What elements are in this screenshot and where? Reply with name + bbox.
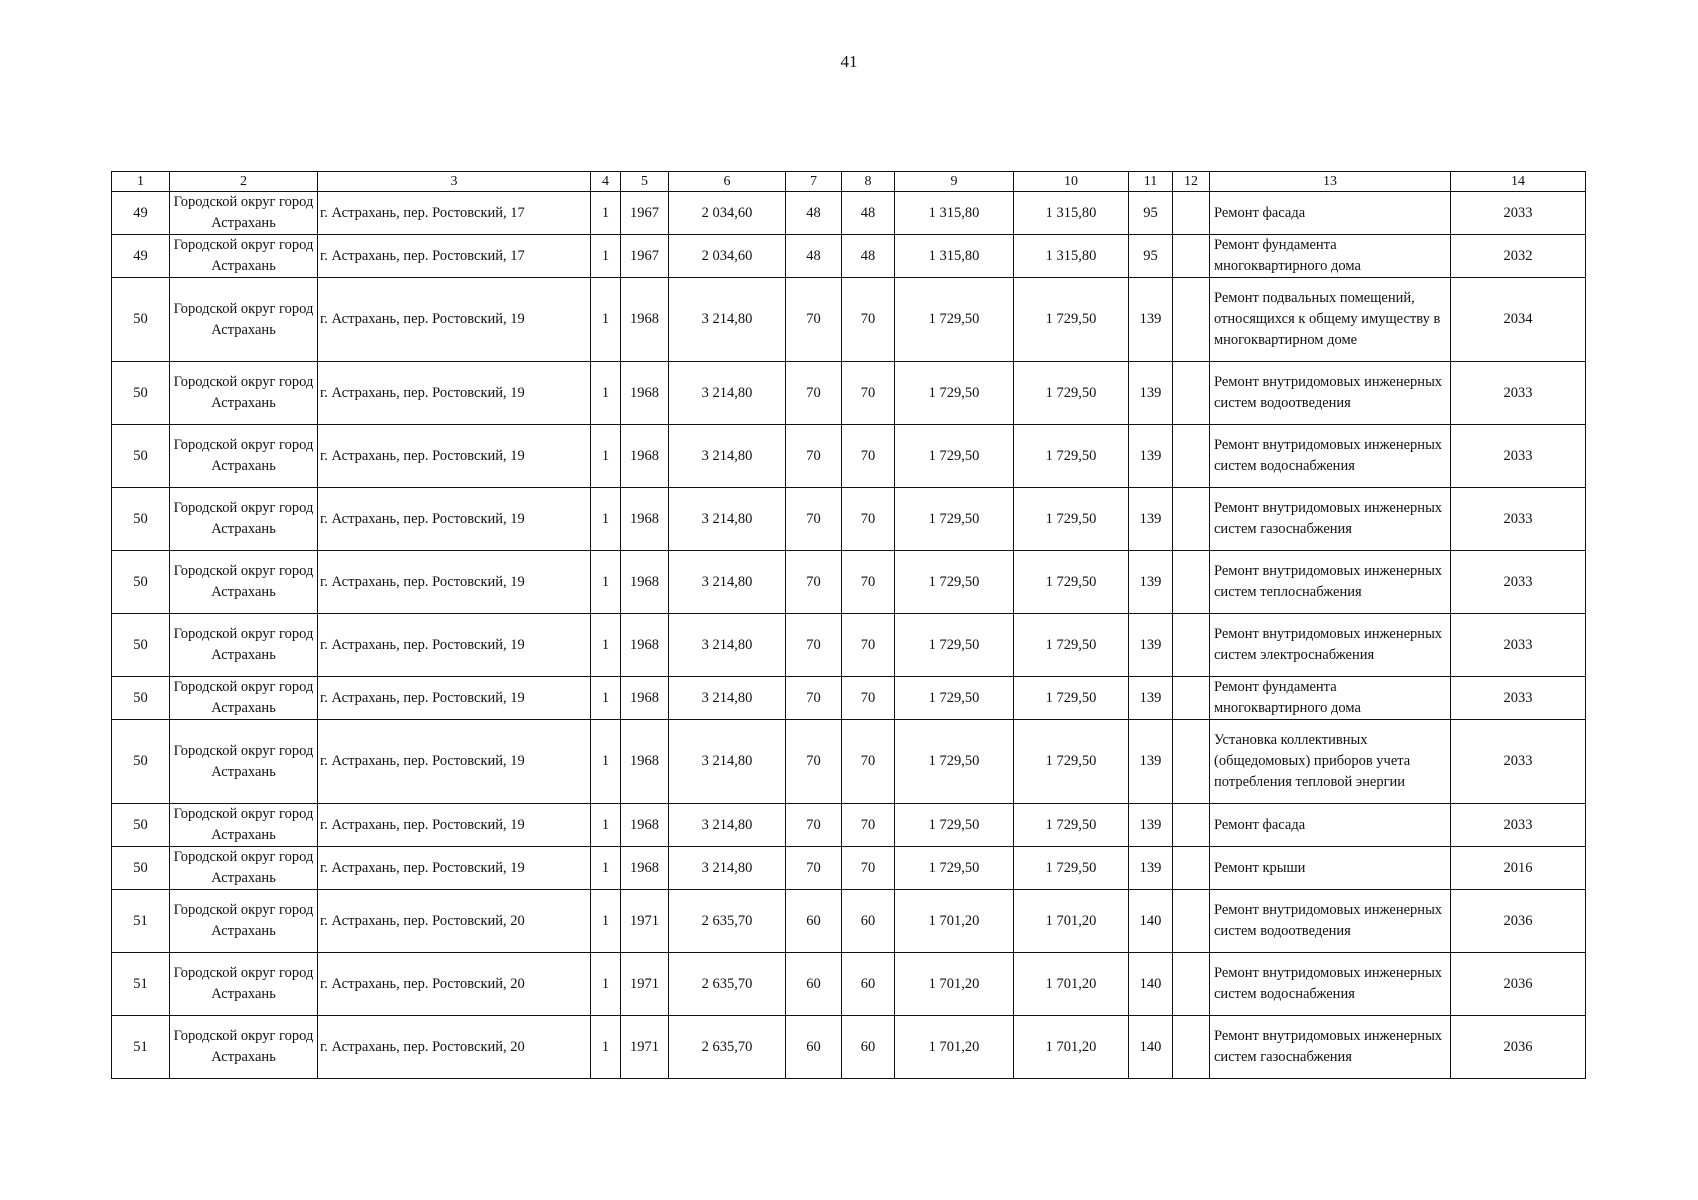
commissioning-year-cell: 1968	[621, 362, 669, 425]
row-number-cell: 50	[112, 488, 170, 551]
repair-work-type-cell: Ремонт фундамента многоквартирного дома	[1210, 677, 1451, 720]
column-10-cell: 1 315,80	[1014, 192, 1129, 235]
column-7-cell: 70	[786, 425, 842, 488]
column-header: 12	[1173, 172, 1210, 192]
table-row	[112, 677, 1586, 720]
column-header: 5	[621, 172, 669, 192]
column-12-cell	[1173, 425, 1210, 488]
table-row	[112, 614, 1586, 677]
column-8-cell: 70	[842, 551, 895, 614]
column-7-cell: 70	[786, 551, 842, 614]
repair-schedule-table-container	[111, 171, 1585, 1079]
column-10-cell: 1 729,50	[1014, 362, 1129, 425]
column-12-cell	[1173, 235, 1210, 278]
row-number-cell: 49	[112, 235, 170, 278]
municipality-cell: Городской округ город Астрахань	[170, 278, 318, 362]
commissioning-year-cell: 1968	[621, 425, 669, 488]
column-10-cell: 1 701,20	[1014, 1016, 1129, 1079]
column-12-cell	[1173, 551, 1210, 614]
column-6-cell: 2 635,70	[669, 953, 786, 1016]
column-12-cell	[1173, 1016, 1210, 1079]
column-10-cell: 1 729,50	[1014, 847, 1129, 890]
column-header: 1	[112, 172, 170, 192]
commissioning-year-cell: 1968	[621, 278, 669, 362]
address-cell: г. Астрахань, пер. Ростовский, 17	[318, 235, 591, 278]
address-cell: г. Астрахань, пер. Ростовский, 19	[318, 677, 591, 720]
column-header: 7	[786, 172, 842, 192]
municipality-cell: Городской округ город Астрахань	[170, 488, 318, 551]
column-9-cell: 1 315,80	[895, 192, 1014, 235]
column-4-cell: 1	[591, 847, 621, 890]
column-7-cell: 70	[786, 614, 842, 677]
column-4-cell: 1	[591, 677, 621, 720]
planned-year-cell: 2034	[1451, 278, 1586, 362]
column-10-cell: 1 729,50	[1014, 425, 1129, 488]
column-4-cell: 1	[591, 425, 621, 488]
repair-work-type-cell: Установка коллективных (общедомовых) приборов учета потребления тепловой энергии	[1210, 720, 1451, 804]
commissioning-year-cell: 1968	[621, 847, 669, 890]
column-8-cell: 70	[842, 425, 895, 488]
column-9-cell: 1 701,20	[895, 953, 1014, 1016]
row-number-cell: 50	[112, 425, 170, 488]
column-11-cell: 139	[1129, 278, 1173, 362]
column-11-cell: 139	[1129, 847, 1173, 890]
column-7-cell: 70	[786, 488, 842, 551]
column-4-cell: 1	[591, 953, 621, 1016]
row-number-cell: 50	[112, 677, 170, 720]
commissioning-year-cell: 1967	[621, 235, 669, 278]
page-number: 41	[840, 52, 858, 71]
column-9-cell: 1 729,50	[895, 488, 1014, 551]
municipality-cell: Городской округ город Астрахань	[170, 890, 318, 953]
repair-work-type-cell: Ремонт подвальных помещений, относящихся к общему имуществу в многоквартирном доме	[1210, 278, 1451, 362]
column-4-cell: 1	[591, 1016, 621, 1079]
column-11-cell: 95	[1129, 192, 1173, 235]
column-10-cell: 1 729,50	[1014, 614, 1129, 677]
table-row	[112, 847, 1586, 890]
column-header: 14	[1451, 172, 1586, 192]
column-header: 13	[1210, 172, 1451, 192]
column-8-cell: 70	[842, 278, 895, 362]
repair-work-type-cell: Ремонт фасада	[1210, 804, 1451, 847]
column-7-cell: 70	[786, 677, 842, 720]
column-6-cell: 3 214,80	[669, 362, 786, 425]
commissioning-year-cell: 1971	[621, 890, 669, 953]
column-8-cell: 70	[842, 847, 895, 890]
address-cell: г. Астрахань, пер. Ростовский, 19	[318, 720, 591, 804]
row-number-cell: 50	[112, 278, 170, 362]
planned-year-cell: 2032	[1451, 235, 1586, 278]
row-number-cell: 50	[112, 614, 170, 677]
planned-year-cell: 2033	[1451, 720, 1586, 804]
commissioning-year-cell: 1971	[621, 953, 669, 1016]
column-8-cell: 70	[842, 720, 895, 804]
table-row	[112, 890, 1586, 953]
planned-year-cell: 2033	[1451, 677, 1586, 720]
column-7-cell: 70	[786, 278, 842, 362]
repair-work-type-cell: Ремонт внутридомовых инженерных систем водоснабжения	[1210, 953, 1451, 1016]
table-row	[112, 804, 1586, 847]
column-7-cell: 60	[786, 953, 842, 1016]
planned-year-cell: 2036	[1451, 890, 1586, 953]
municipality-cell: Городской округ город Астрахань	[170, 362, 318, 425]
column-header: 11	[1129, 172, 1173, 192]
column-10-cell: 1 729,50	[1014, 551, 1129, 614]
column-11-cell: 139	[1129, 551, 1173, 614]
row-number-cell: 50	[112, 362, 170, 425]
row-number-cell: 50	[112, 804, 170, 847]
address-cell: г. Астрахань, пер. Ростовский, 19	[318, 551, 591, 614]
column-12-cell	[1173, 488, 1210, 551]
column-4-cell: 1	[591, 488, 621, 551]
table-body	[112, 192, 1586, 1079]
column-4-cell: 1	[591, 551, 621, 614]
column-4-cell: 1	[591, 192, 621, 235]
row-number-cell: 50	[112, 720, 170, 804]
column-10-cell: 1 701,20	[1014, 890, 1129, 953]
column-number-header-row	[112, 172, 1586, 192]
municipality-cell: Городской округ город Астрахань	[170, 847, 318, 890]
repair-work-type-cell: Ремонт внутридомовых инженерных систем водоотведения	[1210, 362, 1451, 425]
table-row	[112, 425, 1586, 488]
repair-work-type-cell: Ремонт внутридомовых инженерных систем газоснабжения	[1210, 488, 1451, 551]
column-4-cell: 1	[591, 614, 621, 677]
row-number-cell: 51	[112, 953, 170, 1016]
column-4-cell: 1	[591, 362, 621, 425]
column-12-cell	[1173, 720, 1210, 804]
row-number-cell: 49	[112, 192, 170, 235]
repair-work-type-cell: Ремонт внутридомовых инженерных систем водоотведения	[1210, 890, 1451, 953]
row-number-cell: 51	[112, 890, 170, 953]
address-cell: г. Астрахань, пер. Ростовский, 20	[318, 1016, 591, 1079]
repair-work-type-cell: Ремонт внутридомовых инженерных систем водоснабжения	[1210, 425, 1451, 488]
column-8-cell: 70	[842, 488, 895, 551]
column-header: 9	[895, 172, 1014, 192]
repair-schedule-table	[111, 171, 1586, 1079]
municipality-cell: Городской округ город Астрахань	[170, 235, 318, 278]
table-row	[112, 720, 1586, 804]
column-8-cell: 70	[842, 614, 895, 677]
column-9-cell: 1 729,50	[895, 804, 1014, 847]
column-8-cell: 70	[842, 804, 895, 847]
address-cell: г. Астрахань, пер. Ростовский, 19	[318, 362, 591, 425]
municipality-cell: Городской округ город Астрахань	[170, 192, 318, 235]
municipality-cell: Городской округ город Астрахань	[170, 551, 318, 614]
column-header: 6	[669, 172, 786, 192]
column-6-cell: 3 214,80	[669, 847, 786, 890]
planned-year-cell: 2033	[1451, 614, 1586, 677]
commissioning-year-cell: 1971	[621, 1016, 669, 1079]
column-7-cell: 48	[786, 235, 842, 278]
column-8-cell: 60	[842, 953, 895, 1016]
column-6-cell: 2 034,60	[669, 192, 786, 235]
commissioning-year-cell: 1968	[621, 720, 669, 804]
column-8-cell: 48	[842, 235, 895, 278]
column-11-cell: 139	[1129, 488, 1173, 551]
column-12-cell	[1173, 362, 1210, 425]
column-7-cell: 70	[786, 720, 842, 804]
planned-year-cell: 2033	[1451, 551, 1586, 614]
column-9-cell: 1 729,50	[895, 614, 1014, 677]
repair-work-type-cell: Ремонт фасада	[1210, 192, 1451, 235]
column-header: 4	[591, 172, 621, 192]
column-7-cell: 70	[786, 804, 842, 847]
address-cell: г. Астрахань, пер. Ростовский, 19	[318, 804, 591, 847]
column-4-cell: 1	[591, 278, 621, 362]
column-6-cell: 3 214,80	[669, 278, 786, 362]
commissioning-year-cell: 1967	[621, 192, 669, 235]
column-4-cell: 1	[591, 720, 621, 804]
municipality-cell: Городской округ город Астрахань	[170, 953, 318, 1016]
municipality-cell: Городской округ город Астрахань	[170, 720, 318, 804]
column-9-cell: 1 729,50	[895, 278, 1014, 362]
commissioning-year-cell: 1968	[621, 804, 669, 847]
row-number-cell: 50	[112, 551, 170, 614]
row-number-cell: 50	[112, 847, 170, 890]
table-row	[112, 235, 1586, 278]
column-8-cell: 48	[842, 192, 895, 235]
repair-work-type-cell: Ремонт внутридомовых инженерных систем теплоснабжения	[1210, 551, 1451, 614]
column-9-cell: 1 729,50	[895, 362, 1014, 425]
column-12-cell	[1173, 614, 1210, 677]
column-header: 2	[170, 172, 318, 192]
column-11-cell: 139	[1129, 720, 1173, 804]
column-12-cell	[1173, 847, 1210, 890]
planned-year-cell: 2033	[1451, 488, 1586, 551]
municipality-cell: Городской округ город Астрахань	[170, 677, 318, 720]
table-row	[112, 192, 1586, 235]
column-11-cell: 139	[1129, 614, 1173, 677]
column-12-cell	[1173, 278, 1210, 362]
column-6-cell: 3 214,80	[669, 677, 786, 720]
column-10-cell: 1 729,50	[1014, 720, 1129, 804]
column-9-cell: 1 701,20	[895, 890, 1014, 953]
table-row	[112, 488, 1586, 551]
column-11-cell: 140	[1129, 953, 1173, 1016]
address-cell: г. Астрахань, пер. Ростовский, 20	[318, 890, 591, 953]
column-6-cell: 3 214,80	[669, 720, 786, 804]
column-6-cell: 2 635,70	[669, 890, 786, 953]
column-11-cell: 140	[1129, 1016, 1173, 1079]
column-header: 8	[842, 172, 895, 192]
column-6-cell: 2 034,60	[669, 235, 786, 278]
column-12-cell	[1173, 953, 1210, 1016]
column-header: 10	[1014, 172, 1129, 192]
column-4-cell: 1	[591, 804, 621, 847]
planned-year-cell: 2036	[1451, 953, 1586, 1016]
column-6-cell: 3 214,80	[669, 804, 786, 847]
column-12-cell	[1173, 192, 1210, 235]
column-11-cell: 95	[1129, 235, 1173, 278]
column-9-cell: 1 729,50	[895, 847, 1014, 890]
column-6-cell: 2 635,70	[669, 1016, 786, 1079]
column-6-cell: 3 214,80	[669, 425, 786, 488]
column-7-cell: 70	[786, 362, 842, 425]
column-10-cell: 1 315,80	[1014, 235, 1129, 278]
column-4-cell: 1	[591, 235, 621, 278]
table-row	[112, 362, 1586, 425]
repair-work-type-cell: Ремонт фундамента многоквартирного дома	[1210, 235, 1451, 278]
column-7-cell: 48	[786, 192, 842, 235]
municipality-cell: Городской округ город Астрахань	[170, 614, 318, 677]
column-11-cell: 140	[1129, 890, 1173, 953]
address-cell: г. Астрахань, пер. Ростовский, 19	[318, 488, 591, 551]
column-9-cell: 1 729,50	[895, 551, 1014, 614]
repair-work-type-cell: Ремонт внутридомовых инженерных систем газоснабжения	[1210, 1016, 1451, 1079]
commissioning-year-cell: 1968	[621, 551, 669, 614]
repair-work-type-cell: Ремонт крыши	[1210, 847, 1451, 890]
municipality-cell: Городской округ город Астрахань	[170, 804, 318, 847]
column-7-cell: 60	[786, 1016, 842, 1079]
column-10-cell: 1 729,50	[1014, 278, 1129, 362]
column-7-cell: 70	[786, 847, 842, 890]
column-10-cell: 1 729,50	[1014, 488, 1129, 551]
column-6-cell: 3 214,80	[669, 614, 786, 677]
table-row	[112, 1016, 1586, 1079]
column-8-cell: 60	[842, 1016, 895, 1079]
column-4-cell: 1	[591, 890, 621, 953]
address-cell: г. Астрахань, пер. Ростовский, 20	[318, 953, 591, 1016]
table-row	[112, 953, 1586, 1016]
planned-year-cell: 2033	[1451, 425, 1586, 488]
column-9-cell: 1 729,50	[895, 425, 1014, 488]
planned-year-cell: 2036	[1451, 1016, 1586, 1079]
column-10-cell: 1 701,20	[1014, 953, 1129, 1016]
address-cell: г. Астрахань, пер. Ростовский, 19	[318, 614, 591, 677]
column-8-cell: 60	[842, 890, 895, 953]
column-8-cell: 70	[842, 362, 895, 425]
commissioning-year-cell: 1968	[621, 677, 669, 720]
table-row	[112, 278, 1586, 362]
column-10-cell: 1 729,50	[1014, 677, 1129, 720]
column-12-cell	[1173, 804, 1210, 847]
column-6-cell: 3 214,80	[669, 551, 786, 614]
column-9-cell: 1 315,80	[895, 235, 1014, 278]
column-7-cell: 60	[786, 890, 842, 953]
column-8-cell: 70	[842, 677, 895, 720]
repair-work-type-cell: Ремонт внутридомовых инженерных систем электроснабжения	[1210, 614, 1451, 677]
address-cell: г. Астрахань, пер. Ростовский, 19	[318, 847, 591, 890]
column-6-cell: 3 214,80	[669, 488, 786, 551]
municipality-cell: Городской округ город Астрахань	[170, 425, 318, 488]
commissioning-year-cell: 1968	[621, 614, 669, 677]
column-11-cell: 139	[1129, 677, 1173, 720]
table-row	[112, 551, 1586, 614]
planned-year-cell: 2033	[1451, 804, 1586, 847]
planned-year-cell: 2033	[1451, 362, 1586, 425]
column-9-cell: 1 729,50	[895, 720, 1014, 804]
municipality-cell: Городской округ город Астрахань	[170, 1016, 318, 1079]
commissioning-year-cell: 1968	[621, 488, 669, 551]
column-11-cell: 139	[1129, 425, 1173, 488]
column-header: 3	[318, 172, 591, 192]
row-number-cell: 51	[112, 1016, 170, 1079]
column-9-cell: 1 729,50	[895, 677, 1014, 720]
address-cell: г. Астрахань, пер. Ростовский, 19	[318, 425, 591, 488]
address-cell: г. Астрахань, пер. Ростовский, 19	[318, 278, 591, 362]
column-9-cell: 1 701,20	[895, 1016, 1014, 1079]
planned-year-cell: 2016	[1451, 847, 1586, 890]
column-10-cell: 1 729,50	[1014, 804, 1129, 847]
column-11-cell: 139	[1129, 362, 1173, 425]
column-12-cell	[1173, 890, 1210, 953]
column-12-cell	[1173, 677, 1210, 720]
column-11-cell: 139	[1129, 804, 1173, 847]
planned-year-cell: 2033	[1451, 192, 1586, 235]
address-cell: г. Астрахань, пер. Ростовский, 17	[318, 192, 591, 235]
